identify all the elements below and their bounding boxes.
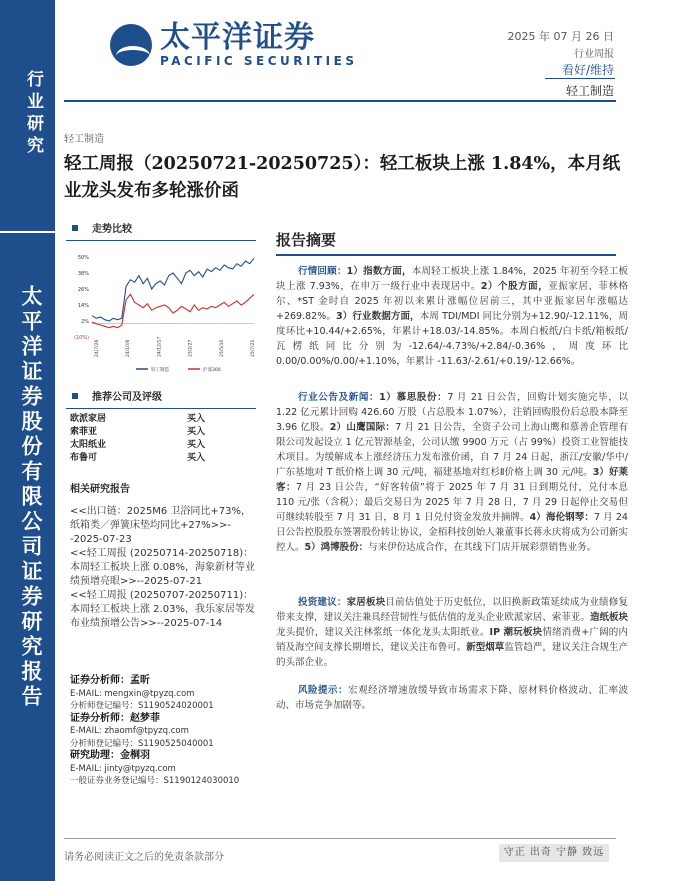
trend-heading <box>66 220 256 241</box>
assistant-cert: 一般证券业务登记编号：S1190124030010 <box>70 776 240 786</box>
investment-advice-paragraph <box>276 595 628 670</box>
peer-rating: 买入 <box>187 414 206 424</box>
y-tick-label: 38% <box>77 271 89 277</box>
y-tick-label: 50% <box>77 255 89 261</box>
para-bold: 4）海伦钢琴： <box>529 512 594 523</box>
related-report-link[interactable]: <<轻工周报 (20250707-20250711)：本周轻工板块上涨 2.03%，我乐家居等发布业绩预增公告>>--2025-07-14 <box>70 590 255 629</box>
industry-name: 轻工制造 <box>565 84 614 98</box>
square-bullet-icon <box>72 225 78 231</box>
para-bold: 2）山鹰国际： <box>329 422 396 433</box>
y-tick-label: 14% <box>77 303 89 309</box>
para-bold: 家居板块 <box>346 597 386 608</box>
para-text: 龙头提价，建议关注林浆纸一体化龙头太阳纸业。 <box>276 627 490 638</box>
para-text: 7 月 24 日公告控股股东签署股份转让协议，金栢科技创始人兼董事长蒋永庆将成为公司新实控人。 <box>276 512 628 553</box>
para-heading: 行情回顾： <box>298 266 347 277</box>
series-line-1 <box>92 258 254 321</box>
header-divider-short <box>545 78 615 79</box>
peer-name: 索菲亚 <box>70 427 98 437</box>
logo-text-cn: 太平洋证券 <box>160 20 315 55</box>
peer-rating: 买入 <box>187 453 206 463</box>
analyst-role: 证券分析师： <box>70 675 130 686</box>
trend-chart <box>66 245 261 375</box>
para-bold: 新型烟草 <box>466 642 505 653</box>
peer-row <box>70 452 205 465</box>
company-logo <box>110 22 357 68</box>
page-title: 轻工周报（20250721-20250725）：轻工板块上涨 1.84%，本月纸业龙头发布多轮涨价函 <box>64 154 621 201</box>
trend-heading-text: 走势比较 <box>92 224 132 235</box>
analyst-email[interactable]: E-MAIL: zhaomf@tpyzq.com <box>70 726 189 736</box>
para-heading: 投资建议： <box>298 597 347 608</box>
company-motto: 守正 出奇 宁静 致远 <box>499 844 609 862</box>
para-text: 本周 TDI/MDI 同比分别为+12.90/-12.11%，周度环比+10.44/+2.65%，年累计+18.03/-14.85%。本周白板纸/白卡纸/箱板纸/瓦楞纸同比分别为-12.64/-4.73%/+2.84/-0.36%，周度环比 0.00/0.00%/0.00/+1.10%，年累计 -11.63/-2.61/+0.19/-12.66%。 <box>276 311 628 367</box>
summary-heading: 报告摘要 <box>276 231 337 249</box>
y-tick-label: 26% <box>77 287 89 293</box>
analyst-email[interactable]: E-MAIL: mengxin@tpyzq.com <box>70 688 195 699</box>
legend-label: 轻工制造 <box>151 368 169 373</box>
disclaimer-note: 请务必阅读正文之后的免责条款部分 <box>64 852 224 863</box>
industry-rating: 看好/维持 <box>561 63 614 77</box>
trend-chart-svg <box>66 245 261 375</box>
summary-divider <box>276 254 616 256</box>
related-report-link[interactable]: <<出口链：2025M6 卫浴同比+73%，纸箱类／弹簧床垫均同比+27%>>--2025-07-23 <box>70 506 251 545</box>
para-text: 本周轻工板块上涨 1.84%，2025 年初至今轻工板块上涨 7.93%，在申万一级行业中表现居中。 <box>276 266 628 292</box>
category-label: 轻工制造 <box>64 134 104 145</box>
y-tick-label: (10%) <box>73 335 89 341</box>
para-bold: 3）行业数据方面， <box>335 311 420 322</box>
x-tick-label: 24/12/17 <box>157 336 163 357</box>
peer-rating: 买入 <box>187 440 206 450</box>
analyst-cert: 分析师登记编号：S1190524020001 <box>70 701 214 711</box>
peer-name: 布鲁可 <box>70 453 98 463</box>
report-date: 2025 年 07 月 26 日 <box>507 30 614 43</box>
para-bold: 造纸板块 <box>589 612 628 623</box>
assistant-role: 研究助理： <box>70 750 120 761</box>
para-bold: 1）慕思股份： <box>379 392 448 403</box>
assistant-name: 金桐羽 <box>120 750 150 761</box>
analyst-role: 证券分析师： <box>70 712 130 724</box>
para-text: 7 月 21 日公告，回购计划实施完毕，以 1.22 亿元累计回购 426.60 万股（占总股本 1.07%），注销回购股份后总股本降至 3.96 亿股。 <box>276 392 628 433</box>
y-tick-label: 2% <box>81 319 89 325</box>
para-heading: 风险提示： <box>298 685 349 696</box>
sidebar-category: 行业研究 <box>23 70 43 158</box>
report-type: 行业周报 <box>574 49 614 60</box>
x-tick-label: 24/7/26 <box>95 339 100 357</box>
para-text: 目前估值处于历史低位，以旧换新政策延续成为业绩修复带来支撑，建议关注兼具经营韧性与低估值的龙头企业欧派家居、索菲亚。 <box>276 597 628 623</box>
logo-icon <box>110 24 152 66</box>
square-bullet-icon <box>72 393 78 399</box>
peers-heading-text: 推荐公司及评级 <box>92 392 162 403</box>
market-review-paragraph <box>276 264 628 369</box>
para-text: 情绪消费+广阔的内销及海空间支撑长期增长，建议关注布鲁可。 <box>276 627 628 653</box>
sidebar-company: 太平洋证券股份有限公司证券研究报告 <box>19 285 44 710</box>
peer-rating: 买入 <box>187 427 206 437</box>
related-list <box>70 505 260 631</box>
risk-paragraph <box>276 683 628 713</box>
para-heading: 行业公告及新闻： <box>298 392 380 403</box>
analyst-name: 孟昕 <box>130 675 150 686</box>
analyst-block <box>70 675 270 788</box>
analyst-name: 赵梦菲 <box>130 712 160 724</box>
para-bold: IP 潮玩板块 <box>489 627 543 638</box>
related-report-link[interactable]: <<轻工周报 (20250714-20250718)：本周轻工板块上涨 0.08%，海象新材等业绩预增亮眼>>--2025-07-21 <box>70 548 255 587</box>
para-bold: 3）好莱客： <box>276 467 628 493</box>
para-text: 亚振家居、菲林格尔、*ST 金时自 2025 年初以来累计涨幅位居前三，其中亚振家居年涨幅达+269.82%。 <box>276 281 628 322</box>
left-sidebar <box>0 0 55 881</box>
peers-heading <box>66 388 256 409</box>
x-tick-label: 25/7/21 <box>251 339 256 357</box>
peers-table <box>70 413 205 465</box>
para-text: 7 月 23 日公告，“好客转债”将于 2025 年 7 月 31 日到期兑付，兑付本息 110 元/张（含税）；最后交易日为 2025 年 7 月 28 日，7 月 29 日起停止交易但可继续转股至 7 月 31 日，8 月 1 日兑付资金发放并摘牌。 <box>276 482 628 523</box>
header-divider <box>64 100 616 102</box>
analyst-cert: 分析师登记编号：S1190525040001 <box>70 738 214 749</box>
peer-row <box>70 413 205 426</box>
industry-news-paragraph <box>276 390 628 555</box>
para-bold: 1）指数方面， <box>346 266 412 277</box>
logo-text-en: PACIFIC SECURITIES <box>160 54 358 68</box>
para-bold: 5）鸿博股份： <box>304 542 369 553</box>
series-line-2 <box>92 294 254 327</box>
peer-row <box>70 439 205 452</box>
peer-name: 太阳纸业 <box>70 440 107 450</box>
assistant-email[interactable]: E-MAIL: jinty@tpyzq.com <box>70 763 176 774</box>
sidebar-divider <box>0 231 55 233</box>
x-tick-label: 25/2/27 <box>188 339 194 357</box>
para-text: 7 月 21 日公告，全资子公司上海山鹰和慕善企管理有限公司发起设立 1 亿元智源基金，公司认缴 9900 万元（占 99%）投资工业智能技术项目。为缓解成本上涨经济压力发布涨价函，自 7 月 24 日起，浙江/安徽/华中/广东基地对 T 纸价格上调 30 元/吨，福建基地对红杉Ⅱ价格上调 30 元/吨。 <box>276 422 628 478</box>
related-heading: 相关研究报告 <box>70 484 130 495</box>
para-text: 宏观经济增速放缓导致市场需求下降、原材料价格波动、汇率波动、市场竞争加剧等。 <box>276 685 628 711</box>
para-bold: 2）个股方面， <box>480 281 549 292</box>
x-tick-label: 24/10/6 <box>126 339 132 357</box>
footer-divider <box>64 838 616 839</box>
para-text: 监管趋严，建议关注合规生产的头部企业。 <box>276 642 628 668</box>
peer-row <box>70 426 205 439</box>
para-text: 与来伊份达成合作，在其线下门店开展彩票销售业务。 <box>368 542 597 553</box>
x-tick-label: 25/5/10 <box>219 339 225 357</box>
legend-label: 沪深300 <box>203 368 221 373</box>
peer-name: 欧派家居 <box>70 414 107 424</box>
